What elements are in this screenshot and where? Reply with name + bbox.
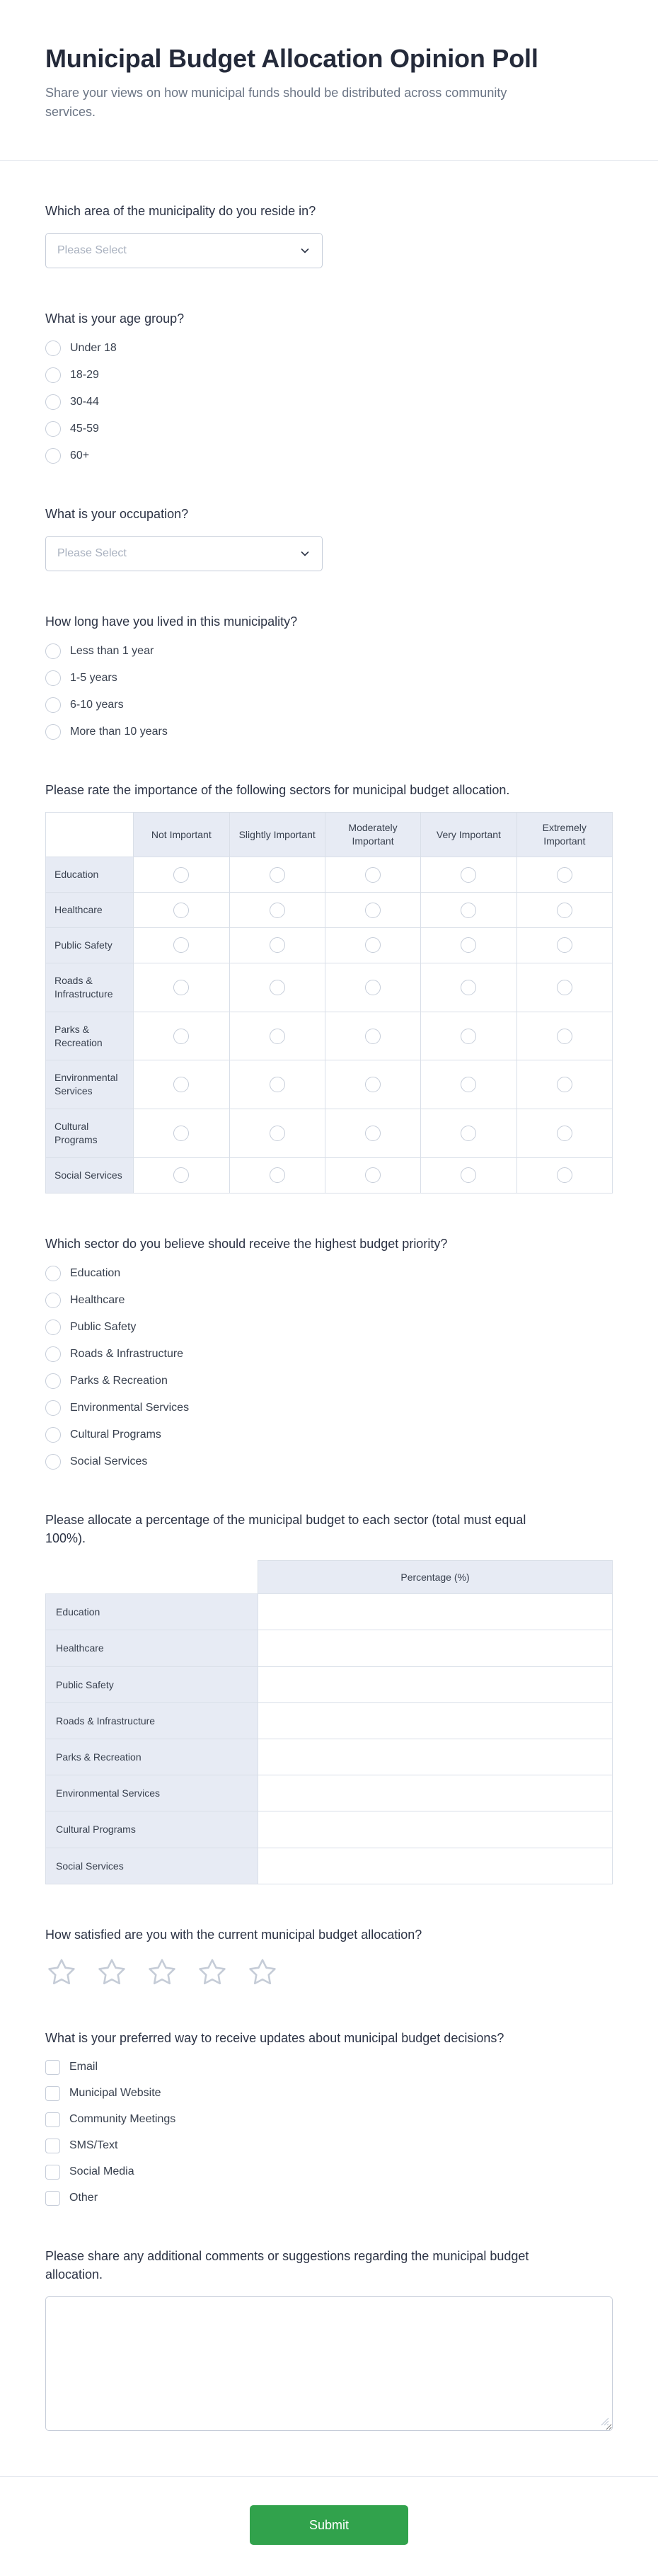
matrix-radio-button[interactable] xyxy=(270,1029,285,1044)
matrix-cell[interactable] xyxy=(421,1158,516,1193)
option-label: Roads & Infrastructure xyxy=(70,1347,184,1360)
matrix-cell[interactable] xyxy=(134,1109,229,1158)
allocation-row xyxy=(46,1739,613,1775)
checkbox-option xyxy=(45,2139,613,2153)
matrix-column-header: Very Important xyxy=(421,813,516,857)
radio-option xyxy=(45,1427,613,1443)
matrix-row xyxy=(46,1012,613,1060)
checkbox[interactable] xyxy=(45,2086,60,2101)
radio-option xyxy=(45,697,613,713)
radio-option xyxy=(45,1320,613,1335)
radio-option xyxy=(45,367,613,383)
matrix-radio-button[interactable] xyxy=(173,1029,189,1044)
matrix-radio-button[interactable] xyxy=(557,867,572,883)
question-label: What is your preferred way to receive updates about municipal budget decisions? xyxy=(45,2030,504,2045)
question-importance-matrix xyxy=(45,781,613,1193)
allocation-row-label: Roads & Infrastructure xyxy=(46,1702,258,1739)
allocation-table xyxy=(45,1560,613,1884)
option-label: Email xyxy=(69,2061,98,2073)
matrix-cell[interactable] xyxy=(229,1109,325,1158)
radio-button[interactable] xyxy=(45,1346,61,1362)
chevron-down-icon xyxy=(299,548,311,559)
matrix-radio-button[interactable] xyxy=(365,867,381,883)
radio-option xyxy=(45,1454,613,1470)
matrix-radio-button[interactable] xyxy=(461,903,476,918)
matrix-row-label: Parks & Recreation xyxy=(46,1012,134,1060)
radio-option xyxy=(45,643,613,659)
matrix-cell[interactable] xyxy=(421,1109,516,1158)
matrix-cell[interactable] xyxy=(134,857,229,893)
matrix-radio-button[interactable] xyxy=(365,1167,381,1183)
matrix-cell[interactable] xyxy=(516,1109,612,1158)
matrix-cell[interactable] xyxy=(325,1158,420,1193)
option-label: Environmental Services xyxy=(70,1401,190,1414)
radio-button[interactable] xyxy=(45,724,61,740)
matrix-cell[interactable] xyxy=(229,1060,325,1109)
radio-button[interactable] xyxy=(45,421,61,437)
comments-textarea-wrap xyxy=(45,2296,613,2431)
residence-select[interactable] xyxy=(45,233,323,268)
matrix-cell[interactable] xyxy=(325,963,420,1012)
radio-option xyxy=(45,670,613,686)
matrix-radio-button[interactable] xyxy=(557,1167,572,1183)
option-label: Under 18 xyxy=(70,341,117,354)
question-label: Please rate the importance of the following sectors for municipal budget allocation. xyxy=(45,783,510,798)
allocation-row-label: Environmental Services xyxy=(46,1775,258,1811)
allocation-row xyxy=(46,1811,613,1848)
matrix-radio-button[interactable] xyxy=(557,1077,572,1092)
allocation-row-label: Cultural Programs xyxy=(46,1811,258,1848)
option-label: 6-10 years xyxy=(70,698,124,711)
option-label: Social Services xyxy=(70,1455,148,1467)
matrix-row xyxy=(46,1109,613,1158)
allocation-row xyxy=(46,1775,613,1811)
matrix-radio-button[interactable] xyxy=(461,1167,476,1183)
radio-button[interactable] xyxy=(45,340,61,356)
form-title: Municipal Budget Allocation Opinion Poll xyxy=(45,44,538,73)
matrix-radio-button[interactable] xyxy=(557,980,572,995)
matrix-cell[interactable] xyxy=(229,963,325,1012)
matrix-row xyxy=(46,1158,613,1193)
matrix-cell[interactable] xyxy=(134,1158,229,1193)
checkbox-option xyxy=(45,2165,613,2180)
checkbox[interactable] xyxy=(45,2139,60,2153)
matrix-row-label: Education xyxy=(46,857,134,893)
checkbox-option xyxy=(45,2060,613,2075)
matrix-cell[interactable] xyxy=(229,1158,325,1193)
matrix-radio-button[interactable] xyxy=(270,937,285,953)
select-placeholder: Please Select xyxy=(57,244,127,257)
matrix-radio-button[interactable] xyxy=(173,867,189,883)
option-label: 30-44 xyxy=(70,395,99,408)
matrix-cell[interactable] xyxy=(516,893,612,928)
allocation-row xyxy=(46,1594,613,1630)
option-label: SMS/Text xyxy=(69,2139,118,2151)
allocation-cell[interactable] xyxy=(258,1594,613,1630)
allocation-row xyxy=(46,1666,613,1702)
matrix-cell[interactable] xyxy=(325,893,420,928)
radio-button[interactable] xyxy=(45,670,61,686)
comments-textarea[interactable] xyxy=(45,2296,613,2431)
option-label: Healthcare xyxy=(70,1293,125,1306)
allocation-percentage-input[interactable] xyxy=(258,1849,612,1882)
radio-button[interactable] xyxy=(45,1427,61,1443)
matrix-row-label: Environmental Services xyxy=(46,1060,134,1109)
matrix-row-label: Social Services xyxy=(46,1158,134,1193)
matrix-radio-button[interactable] xyxy=(365,937,381,953)
matrix-row xyxy=(46,893,613,928)
question-label: How satisfied are you with the current municipal budget allocation? xyxy=(45,1927,422,1942)
radio-option xyxy=(45,1400,613,1416)
option-label: 60+ xyxy=(70,449,90,462)
matrix-row xyxy=(46,928,613,963)
allocation-column-header: Percentage (%) xyxy=(258,1561,613,1594)
radio-button[interactable] xyxy=(45,697,61,713)
matrix-row-label: Healthcare xyxy=(46,893,134,928)
allocation-row xyxy=(46,1702,613,1739)
option-label: Cultural Programs xyxy=(70,1428,161,1441)
option-label: 1-5 years xyxy=(70,671,117,684)
matrix-cell[interactable] xyxy=(516,1012,612,1060)
checkbox-option xyxy=(45,2086,613,2101)
allocation-percentage-input[interactable] xyxy=(258,1596,612,1629)
matrix-cell[interactable] xyxy=(134,1012,229,1060)
chevron-down-icon xyxy=(299,245,311,256)
allocation-percentage-input[interactable] xyxy=(258,1777,612,1810)
submit-row xyxy=(0,2477,658,2576)
option-label: Parks & Recreation xyxy=(70,1374,168,1387)
form-body xyxy=(0,202,658,2431)
allocation-cell[interactable] xyxy=(258,1702,613,1739)
radio-option xyxy=(45,724,613,740)
question-tenure xyxy=(45,612,613,740)
matrix-radio-button[interactable] xyxy=(365,903,381,918)
matrix-radio-button[interactable] xyxy=(461,1126,476,1141)
matrix-cell[interactable] xyxy=(421,857,516,893)
matrix-radio-button[interactable] xyxy=(270,867,285,883)
allocation-percentage-input[interactable] xyxy=(258,1668,612,1701)
matrix-radio-button[interactable] xyxy=(365,980,381,995)
matrix-radio-button[interactable] xyxy=(557,1029,572,1044)
star-rating xyxy=(45,1957,613,1988)
matrix-radio-button[interactable] xyxy=(461,937,476,953)
matrix-row-label: Roads & Infrastructure xyxy=(46,963,134,1012)
matrix-cell[interactable] xyxy=(325,1060,420,1109)
question-label: Which area of the municipality do you reside in? xyxy=(45,204,316,218)
matrix-cell[interactable] xyxy=(229,893,325,928)
matrix-cell[interactable] xyxy=(229,857,325,893)
matrix-radio-button[interactable] xyxy=(270,1167,285,1183)
question-label: What is your occupation? xyxy=(45,507,189,522)
radio-button[interactable] xyxy=(45,394,61,410)
option-label: Social Media xyxy=(69,2165,134,2177)
allocation-cell[interactable] xyxy=(258,1630,613,1666)
checkbox-option xyxy=(45,2191,613,2206)
option-label: More than 10 years xyxy=(70,725,168,738)
allocation-row-label: Healthcare xyxy=(46,1630,258,1666)
allocation-cell[interactable] xyxy=(258,1848,613,1884)
question-priority xyxy=(45,1235,613,1470)
matrix-cell[interactable] xyxy=(229,928,325,963)
star-icon[interactable] xyxy=(196,1957,229,1988)
question-residence xyxy=(45,202,613,268)
question-satisfaction xyxy=(45,1925,613,1988)
allocation-cell[interactable] xyxy=(258,1775,613,1811)
matrix-radio-button[interactable] xyxy=(461,1029,476,1044)
matrix-column-header: Slightly Important xyxy=(229,813,325,857)
question-comments xyxy=(45,2247,613,2431)
question-label: Which sector do you believe should receive the highest budget priority? xyxy=(45,1236,448,1251)
checkbox-option xyxy=(45,2112,613,2127)
matrix-radio-button[interactable] xyxy=(461,1077,476,1092)
radio-button[interactable] xyxy=(45,448,61,464)
radio-option xyxy=(45,1293,613,1308)
star-icon[interactable] xyxy=(246,1957,279,1988)
matrix-row-label: Public Safety xyxy=(46,928,134,963)
matrix-radio-button[interactable] xyxy=(461,867,476,883)
checkbox[interactable] xyxy=(45,2060,60,2075)
matrix-cell[interactable] xyxy=(516,963,612,1012)
matrix-radio-button[interactable] xyxy=(270,980,285,995)
allocation-percentage-input[interactable] xyxy=(258,1813,612,1846)
matrix-header-row xyxy=(46,813,613,857)
matrix-cell[interactable] xyxy=(421,1060,516,1109)
allocation-row-label: Public Safety xyxy=(46,1666,258,1702)
matrix-radio-button[interactable] xyxy=(557,903,572,918)
matrix-radio-button[interactable] xyxy=(173,1167,189,1183)
allocation-row xyxy=(46,1630,613,1666)
radio-option xyxy=(45,340,613,356)
matrix-radio-button[interactable] xyxy=(365,1077,381,1092)
form-header xyxy=(0,0,658,122)
question-age-group xyxy=(45,309,613,464)
matrix-radio-button[interactable] xyxy=(270,1126,285,1141)
allocation-percentage-input[interactable] xyxy=(258,1741,612,1774)
option-label: Public Safety xyxy=(70,1320,137,1333)
allocation-percentage-input[interactable] xyxy=(258,1632,612,1665)
matrix-radio-button[interactable] xyxy=(461,980,476,995)
allocation-corner-cell xyxy=(46,1561,258,1594)
star-icon[interactable] xyxy=(45,1957,78,1988)
radio-button[interactable] xyxy=(45,643,61,659)
radio-button[interactable] xyxy=(45,1400,61,1416)
option-label: Education xyxy=(70,1266,121,1279)
option-label: 18-29 xyxy=(70,368,99,381)
allocation-cell[interactable] xyxy=(258,1739,613,1775)
matrix-radio-button[interactable] xyxy=(365,1029,381,1044)
checkbox[interactable] xyxy=(45,2165,60,2180)
matrix-radio-button[interactable] xyxy=(173,1077,189,1092)
allocation-row-label: Parks & Recreation xyxy=(46,1739,258,1775)
question-label: Please share any additional comments or suggestions regarding the municipal budget allocation. xyxy=(45,2248,529,2282)
submit-button[interactable]: Submit xyxy=(250,2505,408,2545)
allocation-cell[interactable] xyxy=(258,1666,613,1702)
radio-button[interactable] xyxy=(45,1373,61,1389)
matrix-row xyxy=(46,1060,613,1109)
matrix-cell[interactable] xyxy=(325,1109,420,1158)
matrix-cell[interactable] xyxy=(325,857,420,893)
allocation-row-label: Education xyxy=(46,1594,258,1630)
matrix-radio-button[interactable] xyxy=(557,937,572,953)
matrix-row-label: Cultural Programs xyxy=(46,1109,134,1158)
matrix-row xyxy=(46,857,613,893)
matrix-cell[interactable] xyxy=(134,893,229,928)
radio-button[interactable] xyxy=(45,1320,61,1335)
question-occupation xyxy=(45,505,613,571)
matrix-cell[interactable] xyxy=(421,963,516,1012)
allocation-row-label: Social Services xyxy=(46,1848,258,1884)
matrix-radio-button[interactable] xyxy=(173,903,189,918)
matrix-cell[interactable] xyxy=(134,928,229,963)
matrix-cell[interactable] xyxy=(516,1158,612,1193)
allocation-percentage-input[interactable] xyxy=(258,1704,612,1737)
importance-matrix-table xyxy=(45,812,613,1193)
option-label: Less than 1 year xyxy=(70,644,154,657)
matrix-column-header: Extremely Important xyxy=(516,813,612,857)
radio-button[interactable] xyxy=(45,1454,61,1470)
radio-option xyxy=(45,1266,613,1281)
radio-option xyxy=(45,1346,613,1362)
question-label: Please allocate a percentage of the municipal budget to each sector (total must equal 100%). xyxy=(45,1513,526,1546)
matrix-corner-cell xyxy=(46,813,134,857)
option-label: Community Meetings xyxy=(69,2113,176,2125)
radio-button[interactable] xyxy=(45,1293,61,1308)
top-divider xyxy=(0,160,658,161)
matrix-cell[interactable] xyxy=(421,893,516,928)
matrix-cell[interactable] xyxy=(325,1012,420,1060)
checkbox[interactable] xyxy=(45,2112,60,2127)
matrix-cell[interactable] xyxy=(421,928,516,963)
matrix-cell[interactable] xyxy=(421,1012,516,1060)
question-updates xyxy=(45,2029,613,2206)
matrix-radio-button[interactable] xyxy=(173,980,189,995)
option-label: 45-59 xyxy=(70,422,99,435)
matrix-cell[interactable] xyxy=(516,928,612,963)
matrix-cell[interactable] xyxy=(229,1012,325,1060)
matrix-cell[interactable] xyxy=(134,1060,229,1109)
question-allocation xyxy=(45,1511,613,1884)
matrix-column-header: Not Important xyxy=(134,813,229,857)
radio-button[interactable] xyxy=(45,1266,61,1281)
allocation-cell[interactable] xyxy=(258,1811,613,1848)
matrix-cell[interactable] xyxy=(134,963,229,1012)
question-label: What is your age group? xyxy=(45,311,185,326)
radio-button[interactable] xyxy=(45,367,61,383)
star-icon[interactable] xyxy=(146,1957,178,1988)
matrix-radio-button[interactable] xyxy=(557,1126,572,1141)
form-subtitle: Share your views on how municipal funds should be distributed across community services. xyxy=(45,86,507,119)
radio-option xyxy=(45,394,613,410)
checkbox[interactable] xyxy=(45,2191,60,2206)
radio-option xyxy=(45,1373,613,1389)
radio-option xyxy=(45,448,613,464)
select-placeholder: Please Select xyxy=(57,547,127,560)
option-label: Municipal Website xyxy=(69,2087,161,2099)
matrix-cell[interactable] xyxy=(516,1060,612,1109)
star-icon[interactable] xyxy=(96,1957,128,1988)
matrix-cell[interactable] xyxy=(325,928,420,963)
matrix-cell[interactable] xyxy=(516,857,612,893)
matrix-radio-button[interactable] xyxy=(270,903,285,918)
question-label: How long have you lived in this municipality? xyxy=(45,614,298,629)
option-label: Other xyxy=(69,2192,98,2204)
allocation-header-row xyxy=(46,1561,613,1594)
matrix-radio-button[interactable] xyxy=(270,1077,285,1092)
matrix-radio-button[interactable] xyxy=(173,1126,189,1141)
allocation-row xyxy=(46,1848,613,1884)
radio-option xyxy=(45,421,613,437)
occupation-select[interactable] xyxy=(45,536,323,571)
matrix-column-header: Moderately Important xyxy=(325,813,420,857)
matrix-row xyxy=(46,963,613,1012)
matrix-radio-button[interactable] xyxy=(173,937,189,953)
matrix-radio-button[interactable] xyxy=(365,1126,381,1141)
